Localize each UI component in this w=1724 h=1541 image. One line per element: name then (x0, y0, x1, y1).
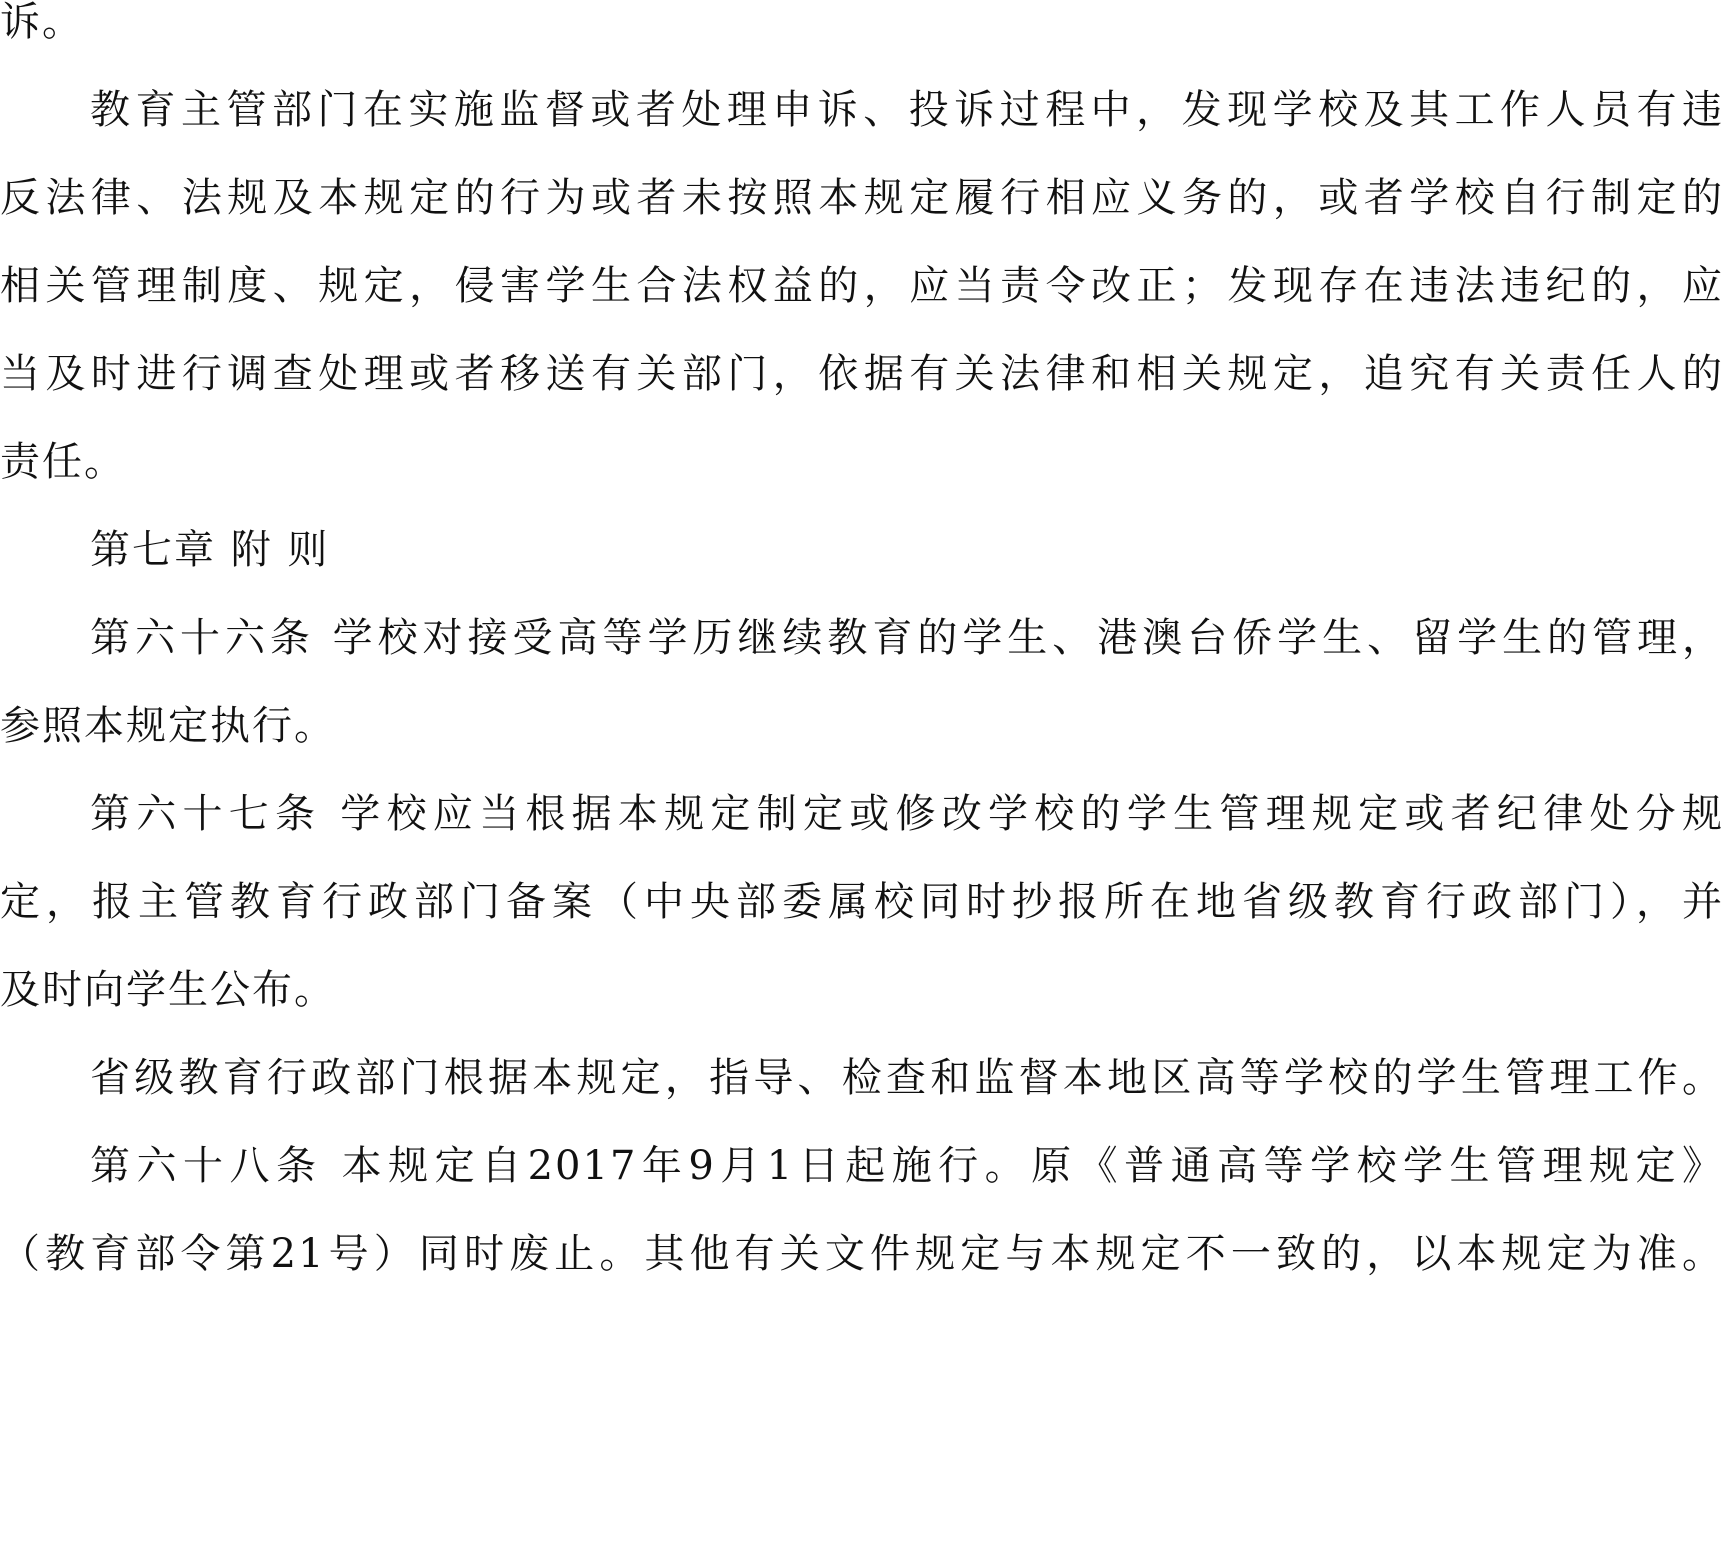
text-line-11: 定，报主管教育行政部门备案（中央部委属校同时抄报所在地省级教育行政部门），并 (0, 879, 1724, 925)
text-line-5: 当及时进行调查处理或者移送有关部门，依据有关法律和相关规定，追究有关责任人的 (0, 351, 1724, 397)
text-line-12: 及时向学生公布。 (0, 967, 336, 1013)
text-line-13: 省级教育行政部门根据本规定，指导、检查和监督本地区高等学校的学生管理工作。 (90, 1055, 1724, 1101)
text-line-15: （教育部令第21号）同时废止。其他有关文件规定与本规定不一致的，以本规定为准。 (0, 1231, 1724, 1277)
text-line-14: 第六十八条 本规定自2017年9月1日起施行。原《普通高等学校学生管理规定》 (90, 1143, 1724, 1189)
text-line-3: 反法律、法规及本规定的行为或者未按照本规定履行相应义务的，或者学校自行制定的 (0, 175, 1724, 221)
text-line-1: 诉。 (0, 0, 84, 45)
text-line-6: 责任。 (0, 439, 126, 485)
chapter-heading: 第七章 附 则 (90, 527, 330, 573)
text-line-4: 相关管理制度、规定，侵害学生合法权益的，应当责令改正；发现存在违法违纪的，应 (0, 263, 1724, 309)
text-line-8: 第六十六条 学校对接受高等学历继续教育的学生、港澳台侨学生、留学生的管理， (90, 615, 1724, 661)
text-line-9: 参照本规定执行。 (0, 703, 336, 749)
text-line-2: 教育主管部门在实施监督或者处理申诉、投诉过程中，发现学校及其工作人员有违 (90, 87, 1724, 133)
text-line-10: 第六十七条 学校应当根据本规定制定或修改学校的学生管理规定或者纪律处分规 (90, 791, 1724, 837)
